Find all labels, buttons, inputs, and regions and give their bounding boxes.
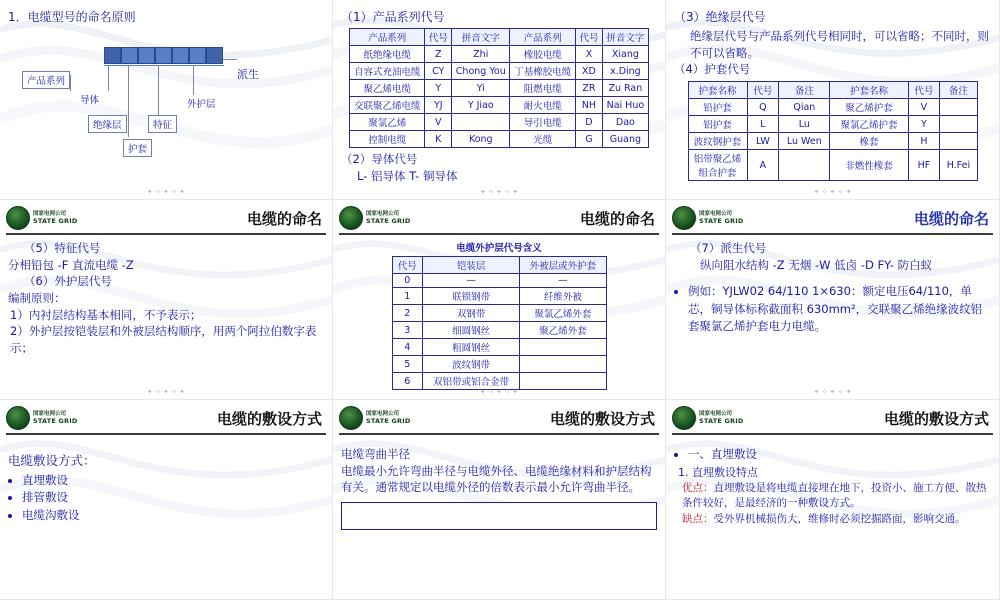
diagram-cell xyxy=(206,47,223,64)
td: K xyxy=(425,131,452,148)
td: 聚氯乙烯外套 xyxy=(520,305,606,322)
td: Yi xyxy=(452,80,510,97)
td: 自容式充油电缆 xyxy=(350,63,425,80)
brand-en: STATE GRID xyxy=(366,217,411,226)
td: — xyxy=(422,274,519,288)
slide-6-header xyxy=(666,200,999,234)
td xyxy=(940,116,977,133)
slide-9-note-1 xyxy=(674,481,991,511)
td: H xyxy=(908,133,940,150)
diagram-label-series: 产品系列 xyxy=(22,71,70,89)
td: 4 xyxy=(392,339,422,356)
td: V xyxy=(908,99,940,116)
th: 铠装层 xyxy=(422,257,519,274)
leader-line xyxy=(158,65,159,115)
table-row xyxy=(350,131,649,148)
td: 纤维外被 xyxy=(520,288,606,305)
td: Z xyxy=(425,46,452,63)
diagram-label-outer-sheath: 外护层 xyxy=(187,99,216,110)
header-rule xyxy=(6,233,326,235)
th: 代号 xyxy=(747,82,779,99)
diagram-label-derivative: 派生 xyxy=(237,68,259,81)
header-rule xyxy=(339,233,659,235)
td: Y xyxy=(908,116,940,133)
diagram-cell xyxy=(155,47,172,64)
leader-line xyxy=(128,65,129,137)
td: 0 xyxy=(392,274,422,288)
td xyxy=(940,99,977,116)
th: 拼音文字 xyxy=(602,29,648,46)
td: 3 xyxy=(392,322,422,339)
brand-cn: 国家电网公司 xyxy=(33,410,67,417)
td: 聚乙烯电缆 xyxy=(350,80,425,97)
state-grid-globe-icon xyxy=(672,406,696,430)
header-rule xyxy=(339,433,659,435)
brand-en: STATE GRID xyxy=(33,417,78,426)
slide-4-header xyxy=(0,200,332,234)
td: G xyxy=(576,131,603,148)
table-row xyxy=(688,116,977,133)
diagram-label-feature: 特征 xyxy=(148,115,177,133)
sheath-code-table xyxy=(688,81,978,181)
slide-4 xyxy=(0,200,333,400)
table-row xyxy=(392,274,606,288)
td: 聚氯乙烯 xyxy=(350,114,425,131)
state-grid-globe-icon xyxy=(6,406,30,430)
th: 代号 xyxy=(392,257,422,274)
td: 丁基橡胶电缆 xyxy=(510,63,576,80)
td: 聚乙烯护套 xyxy=(830,99,908,116)
brand-en: STATE GRID xyxy=(33,217,78,226)
td: 铅护套 xyxy=(688,99,747,116)
slide-6 xyxy=(666,200,1000,400)
slide-8-header xyxy=(333,400,665,434)
brand-logo xyxy=(6,406,77,430)
slide-8 xyxy=(333,400,666,600)
td xyxy=(940,133,977,150)
td: Qian xyxy=(779,99,830,116)
brand-text xyxy=(33,411,77,426)
slide-2 xyxy=(333,0,666,200)
diagram-label-insulation: 绝缘层 xyxy=(88,115,127,133)
td: Q xyxy=(747,99,779,116)
th: 备注 xyxy=(940,82,977,99)
td: ZR xyxy=(576,80,603,97)
slide-2-body xyxy=(333,4,665,199)
table-row xyxy=(392,305,606,322)
td: 光缆 xyxy=(510,131,576,148)
slide-footer: ✦ ✧ ✦ ✧ ✦ xyxy=(479,388,519,396)
slide-6-body xyxy=(666,236,999,399)
th: 备注 xyxy=(779,82,830,99)
slide-8-line-2: 电缆最小允许弯曲半径与电缆外径、电缆绝缘材料和护层结构有关。通常规定以电缆外径的倍数表示最小允许弯曲半径。 xyxy=(341,463,652,495)
list-item: • 排管敷设 xyxy=(22,489,324,506)
brand-text xyxy=(366,211,410,226)
slide-3-heading: （3）绝缘层代号 xyxy=(674,10,766,24)
list-item: • 电缆沟敷设 xyxy=(22,507,324,524)
product-series-code-table xyxy=(349,28,649,148)
td: Lu xyxy=(779,116,830,133)
diagram-cell xyxy=(121,47,138,64)
td: 聚乙烯外套 xyxy=(520,322,606,339)
td: Dao xyxy=(602,114,648,131)
note-tag-advantage: 优点： xyxy=(682,482,714,495)
slide-9-note-2 xyxy=(674,512,991,527)
brand-text xyxy=(699,211,743,226)
slide-7-lead: 电缆敷设方式： xyxy=(8,453,96,468)
td: 橡胶电缆 xyxy=(510,46,576,63)
brand-text xyxy=(699,411,743,426)
slide-5-body xyxy=(333,236,665,399)
brand-en: STATE GRID xyxy=(699,417,744,426)
note-text-advantage: 直埋敷设是将电缆直接埋在地下，投资小、施工方便、散热条件较好，是最经济的一种敷设方式。 xyxy=(682,482,987,510)
list-item: 1. 直埋敷设特点 xyxy=(692,465,991,481)
leader-line xyxy=(193,65,194,95)
cable-naming-diagram xyxy=(8,29,324,167)
slide-9-title: 电缆的敷设方式 xyxy=(883,409,989,428)
td: V xyxy=(425,114,452,131)
list-item: • 直埋敷设 xyxy=(22,472,324,489)
slide-3 xyxy=(666,0,1000,200)
td: XD xyxy=(576,63,603,80)
slide-1 xyxy=(0,0,333,200)
table-row xyxy=(392,288,606,305)
slide-1-heading: 1．电缆型号的命名原则 xyxy=(8,10,136,24)
td: D xyxy=(576,114,603,131)
td: 1 xyxy=(392,288,422,305)
table-row xyxy=(350,80,649,97)
td: 双钢带 xyxy=(422,305,519,322)
slide-8-title: 电缆的敷设方式 xyxy=(549,409,655,428)
table-row xyxy=(392,339,606,356)
header-rule xyxy=(6,433,326,435)
td: Kong xyxy=(452,131,510,148)
slide-6-title: 电缆的命名 xyxy=(913,209,989,228)
header-rule xyxy=(672,233,993,235)
brand-cn: 国家电网公司 xyxy=(699,410,733,417)
slide-9-header xyxy=(666,400,999,434)
slide-5-title: 电缆的命名 xyxy=(579,209,655,228)
slide-9-bullets xyxy=(674,446,991,463)
table-row xyxy=(688,150,977,181)
slide-5 xyxy=(333,200,666,400)
th: 产品系列 xyxy=(510,29,576,46)
list-item: • 一、直埋敷设 xyxy=(688,446,991,463)
td: 非燃性橡套 xyxy=(830,150,908,181)
diagram-cell xyxy=(172,47,189,64)
slide-4-title: 电缆的命名 xyxy=(246,209,322,228)
td: 铝带聚乙烯组合护套 xyxy=(688,150,747,181)
td: Zu Ran xyxy=(602,80,648,97)
brand-logo xyxy=(339,406,410,430)
brand-logo xyxy=(672,206,743,230)
slide-8-line-1: 电缆弯曲半径 xyxy=(341,447,410,461)
slide-7-body xyxy=(0,436,332,599)
td: 耐火电缆 xyxy=(510,97,576,114)
td: A xyxy=(747,150,779,181)
td: Y xyxy=(425,80,452,97)
leader-line xyxy=(223,59,237,60)
table-row xyxy=(350,46,649,63)
td: 波纹钢护套 xyxy=(688,133,747,150)
td: Y Jiao xyxy=(452,97,510,114)
td: 粗圆钢丝 xyxy=(422,339,519,356)
td: 阻燃电缆 xyxy=(510,80,576,97)
slide-4-line-4: 编制原则： xyxy=(8,291,66,306)
td: CY xyxy=(425,63,452,80)
td: 联锁钢带 xyxy=(422,288,519,305)
th: 外被层或外护套 xyxy=(520,257,606,274)
slide-4-line-3: （6）外护层代号 xyxy=(24,274,112,289)
header-rule xyxy=(672,433,993,435)
brand-logo xyxy=(672,406,743,430)
th: 护套名称 xyxy=(830,82,908,99)
table-row xyxy=(688,133,977,150)
table-header-row xyxy=(392,257,606,274)
td: Chong You xyxy=(452,63,510,80)
td: 6 xyxy=(392,373,422,390)
td: 铝护套 xyxy=(688,116,747,133)
leader-line xyxy=(70,75,71,91)
slide-footer: ✦ ✧ ✦ ✧ ✦ xyxy=(146,188,186,196)
td: Xiang xyxy=(602,46,648,63)
diagram-label-sheath: 护套 xyxy=(123,139,152,157)
th: 产品系列 xyxy=(350,29,425,46)
slide-7-bullets xyxy=(8,472,324,524)
th: 护套名称 xyxy=(688,82,747,99)
brand-cn: 国家电网公司 xyxy=(699,210,733,217)
td: NH xyxy=(576,97,603,114)
table-caption: 电缆外护层代号含义 xyxy=(456,243,542,254)
td: YJ xyxy=(425,97,452,114)
slide-9-ordered xyxy=(674,465,991,481)
slide-4-ordered-1: 1）内衬层结构基本相同，不予表示； xyxy=(10,307,202,322)
diagram-cell xyxy=(138,47,155,64)
td: L xyxy=(747,116,779,133)
td: — xyxy=(520,274,606,288)
slide-4-line-1: （5）特征代号 xyxy=(24,241,101,255)
td: x.Ding xyxy=(602,63,648,80)
td: 控制电缆 xyxy=(350,131,425,148)
slide-4-ordered-2: 2）外护层按铠装层和外被层结构顺序，用两个阿拉伯数字表示； xyxy=(10,324,317,356)
th: 代号 xyxy=(908,82,940,99)
td: 导引电缆 xyxy=(510,114,576,131)
slide-footer: ✦ ✧ ✦ ✧ ✦ xyxy=(479,188,519,196)
td: 橡套 xyxy=(830,133,908,150)
brand-en: STATE GRID xyxy=(699,217,744,226)
slide-4-body xyxy=(0,236,332,399)
brand-cn: 国家电网公司 xyxy=(33,210,67,217)
td: 2 xyxy=(392,305,422,322)
td: H.Fei xyxy=(940,150,977,181)
slide-9-body xyxy=(666,436,999,599)
slide-4-line-2: 分相铅包 -F 直流电缆 -Z xyxy=(8,257,134,272)
td: 双铝带或铝合金带 xyxy=(422,373,519,390)
td: 纸绝缘电缆 xyxy=(350,46,425,63)
image-placeholder-box xyxy=(341,502,657,530)
state-grid-globe-icon xyxy=(6,206,30,230)
td: LW xyxy=(747,133,779,150)
td xyxy=(520,356,606,373)
td: 聚氯乙烯护套 xyxy=(830,116,908,133)
table-row xyxy=(392,322,606,339)
slide-6-line-1: （7）派生代号 xyxy=(690,241,767,255)
slide-9 xyxy=(666,400,1000,600)
td: 波纹钢带 xyxy=(422,356,519,373)
slide-3-subheading: （4）护套代号 xyxy=(674,62,751,77)
brand-logo xyxy=(339,206,410,230)
brand-cn: 国家电网公司 xyxy=(366,410,400,417)
table-row xyxy=(350,63,649,80)
slide-1-body xyxy=(0,4,332,199)
slide-6-line-2: 纵向阻水结构 -Z 无烟 -W 低卤 -D FY- 防白蚁 xyxy=(700,257,933,272)
td xyxy=(452,114,510,131)
th: 代号 xyxy=(425,29,452,46)
diagram-label-conductor: 导体 xyxy=(80,95,100,106)
td: 细圆钢丝 xyxy=(422,322,519,339)
diagram-cell xyxy=(104,47,121,64)
slide-6-bullets xyxy=(674,283,991,335)
slide-3-paragraph: 绝缘层代号与产品系列代号相同时，可以省略；不同时，则不可以省略。 xyxy=(690,29,989,60)
list-item: • 例如：YJLW02 64/110 1×630：额定电压64/110，单芯，铜导体标称截面积 630mm²，交联聚乙烯绝缘波纹铝套聚氯乙烯护套电力电缆。 xyxy=(688,283,991,335)
brand-en: STATE GRID xyxy=(366,417,411,426)
note-text-disadvantage: 受外界机械损伤大，维修时必须挖掘路面，影响交通。 xyxy=(713,512,966,525)
table-header-row xyxy=(350,29,649,46)
slide-7-header xyxy=(0,400,332,434)
state-grid-globe-icon xyxy=(339,406,363,430)
th: 代号 xyxy=(576,29,603,46)
diagram-underline xyxy=(104,65,224,66)
slide-2-heading: （1）产品系列代号 xyxy=(341,10,445,24)
td: Nai Huo xyxy=(602,97,648,114)
table-row xyxy=(350,114,649,131)
slide-8-body xyxy=(333,436,665,599)
slide-footer: ✦ ✧ ✦ ✧ ✦ xyxy=(146,388,186,396)
td xyxy=(520,339,606,356)
brand-text xyxy=(33,211,77,226)
table-row xyxy=(688,99,977,116)
td: X xyxy=(576,46,603,63)
td: 交联聚乙烯电缆 xyxy=(350,97,425,114)
slide-5-header xyxy=(333,200,665,234)
slide-footer: ✦ ✧ ✦ ✧ ✦ xyxy=(813,188,852,196)
state-grid-globe-icon xyxy=(672,206,696,230)
brand-cn: 国家电网公司 xyxy=(366,210,400,217)
note-tag-disadvantage: 缺点： xyxy=(682,512,714,525)
diagram-cell xyxy=(189,47,206,64)
td xyxy=(779,150,830,181)
outer-sheath-code-table xyxy=(392,256,607,390)
slide-7-title: 电缆的敷设方式 xyxy=(216,409,322,428)
slide-3-body xyxy=(666,4,999,199)
brand-text xyxy=(366,411,410,426)
slide-2-subheading: （2）导体代号 xyxy=(341,152,418,166)
state-grid-globe-icon xyxy=(339,206,363,230)
td: Lu Wen xyxy=(779,133,830,150)
table-row xyxy=(350,97,649,114)
slide-2-subtext: L- 铝导体 T- 铜导体 xyxy=(357,168,458,183)
table-header-row xyxy=(688,82,977,99)
td: Guang xyxy=(602,131,648,148)
slide-footer: ✦ ✧ ✦ ✧ ✦ xyxy=(813,388,852,396)
diagram-bar xyxy=(104,47,223,64)
th: 拼音文字 xyxy=(452,29,510,46)
leader-line xyxy=(108,65,109,91)
td: HF xyxy=(908,150,940,181)
td: Zhi xyxy=(452,46,510,63)
table-row xyxy=(392,356,606,373)
slide-7 xyxy=(0,400,333,600)
brand-logo xyxy=(6,206,77,230)
td: 5 xyxy=(392,356,422,373)
